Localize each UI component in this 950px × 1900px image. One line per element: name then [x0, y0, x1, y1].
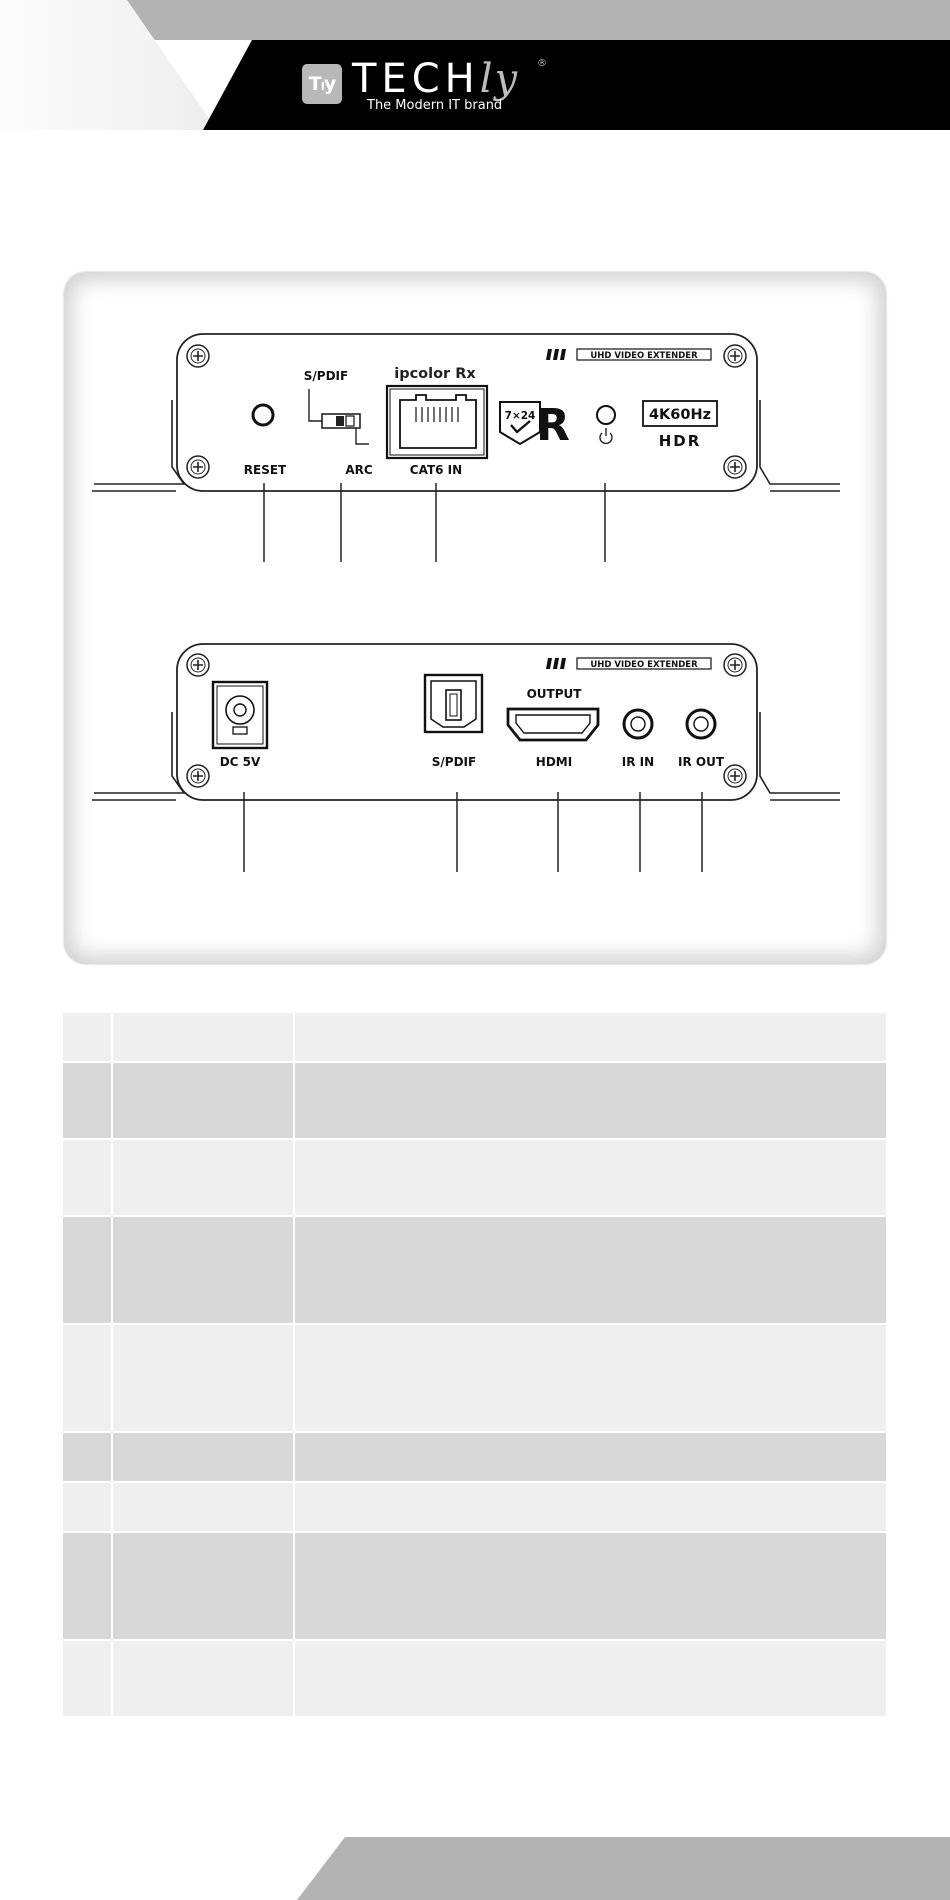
registered-mark: ® — [537, 58, 547, 69]
cat6-rj45-port — [387, 386, 487, 458]
table-row — [63, 1641, 886, 1718]
table-cell-name — [113, 1433, 295, 1483]
rear-screw-tr — [724, 654, 746, 676]
techly-logo — [302, 56, 562, 120]
switch-knob-b — [346, 416, 354, 426]
table-cell-description — [295, 1063, 886, 1140]
table-cell-number — [63, 1641, 113, 1718]
cat6-in-label: CAT6 IN — [409, 463, 463, 477]
hdmi-output-label: OUTPUT — [526, 687, 582, 701]
front-screw-tl — [187, 345, 209, 367]
reset-label: RESET — [243, 463, 287, 477]
table-cell-number — [63, 1013, 113, 1063]
logo-wordmark — [352, 56, 519, 102]
front-screw-bl — [187, 456, 209, 478]
rear-screw-bl — [187, 765, 209, 787]
table-cell-name — [113, 1063, 295, 1140]
table-cell-number — [63, 1433, 113, 1483]
front-right-ear — [760, 400, 840, 484]
table-cell-name — [113, 1013, 295, 1063]
dc-5v-label: DC 5V — [219, 755, 261, 769]
hdr-logo: HDR — [658, 432, 702, 450]
table-cell-name — [113, 1140, 295, 1217]
rear-screw-tl — [187, 654, 209, 676]
front-unit — [92, 334, 840, 562]
table-cell-name — [113, 1533, 295, 1641]
table-row — [63, 1063, 886, 1140]
rear-right-ear — [760, 712, 840, 793]
table-row — [63, 1533, 886, 1641]
front-callout-lines — [264, 483, 605, 562]
hdmi-label: HDMI — [535, 755, 573, 769]
table-cell-description — [295, 1140, 886, 1217]
4k60hz-text: 4K60Hz — [648, 407, 712, 423]
footer-grey-band — [0, 1837, 950, 1900]
rear-callout-lines — [244, 792, 702, 872]
table-row — [63, 1433, 886, 1483]
ir-in-label: IR IN — [621, 755, 655, 769]
front-left-ear — [94, 400, 184, 484]
rear-screw-br — [724, 765, 746, 787]
switch-knob-a — [336, 416, 344, 426]
rear-unit — [92, 644, 840, 872]
table-cell-name — [113, 1483, 295, 1533]
logo-word-ly: ly — [479, 56, 520, 102]
ir-in-jack — [624, 710, 652, 738]
table-cell-description — [295, 1325, 886, 1433]
table-cell-number — [63, 1533, 113, 1641]
table-row — [63, 1325, 886, 1433]
ir-out-jack — [687, 710, 715, 738]
arc-label: ARC — [345, 463, 373, 477]
table-cell-name — [113, 1325, 295, 1433]
table-cell-name — [113, 1641, 295, 1718]
logo-mark: Tₗy — [302, 64, 342, 104]
table-cell-number — [63, 1325, 113, 1433]
rear-left-ear — [94, 712, 184, 793]
table-row — [63, 1217, 886, 1325]
front-spdif-label: S/PDIF — [303, 369, 349, 383]
logo-tagline: The Modern IT brand — [367, 98, 503, 113]
table-cell-number — [63, 1140, 113, 1217]
table-cell-number — [63, 1483, 113, 1533]
table-cell-description — [295, 1483, 886, 1533]
table-cell-description — [295, 1641, 886, 1718]
front-badge-text: UHD VIDEO EXTENDER — [590, 351, 698, 361]
r-logo: R — [536, 400, 570, 451]
power-led — [597, 406, 615, 424]
table-row — [63, 1013, 886, 1063]
table-cell-number — [63, 1217, 113, 1325]
device-diagram — [64, 272, 886, 964]
table-cell-description — [295, 1433, 886, 1483]
reset-button-hole — [253, 405, 273, 425]
rear-badge-text: UHD VIDEO EXTENDER — [590, 660, 698, 670]
logo-word-tech: TECH — [352, 56, 480, 102]
table-row — [63, 1140, 886, 1217]
table-cell-number — [63, 1063, 113, 1140]
table-cell-description — [295, 1013, 886, 1063]
spdif-optical-port — [425, 675, 482, 732]
table-cell-name — [113, 1217, 295, 1325]
front-screw-br — [724, 456, 746, 478]
ports-description-table — [63, 1013, 886, 1718]
rear-spdif-label: S/PDIF — [431, 755, 477, 769]
device-figure-panel — [64, 272, 886, 964]
table-row — [63, 1483, 886, 1533]
receiver-label: ipcolor Rx — [394, 366, 476, 382]
ir-out-label: IR OUT — [677, 755, 725, 769]
table-cell-description — [295, 1533, 886, 1641]
table-body — [63, 1013, 886, 1718]
hdmi-port — [508, 709, 598, 740]
front-screw-tr — [724, 345, 746, 367]
7x24-text: 7×24 — [504, 410, 536, 422]
table-cell-description — [295, 1217, 886, 1325]
dc-power-jack — [213, 682, 267, 748]
